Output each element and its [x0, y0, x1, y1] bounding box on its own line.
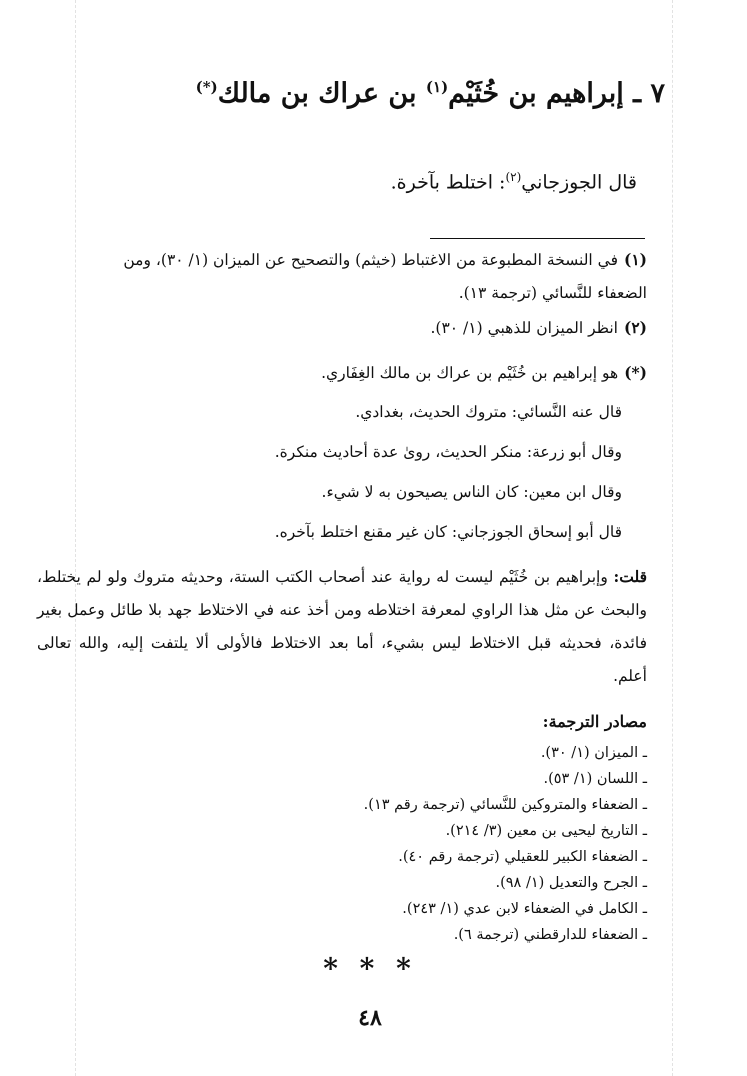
main-statement-text-b: : اختلط بآخرة. — [390, 171, 506, 194]
author-note-lead: قلت: — [613, 567, 647, 586]
entry-number: ٧ ـ — [633, 78, 665, 109]
margin-guide — [672, 0, 673, 1076]
footnote-text: هو إبراهيم بن خُثَيْم بن عراك بن مالك الغِفَاري. — [321, 364, 619, 382]
quote-abu-zura: وقال أبو زرعة: منكر الحديث، روىٰ عدة أحاديث منكرة. — [274, 443, 622, 461]
footnote-text: انظر الميزان للذهبي (١/ ٣٠). — [430, 319, 618, 337]
quote-juzajani: قال أبو إسحاق الجوزجاني: كان غير مقنع اختلط بآخره. — [274, 523, 622, 541]
source-item: ـ الجرح والتعديل (١/ ٩٨). — [167, 870, 647, 896]
author-note — [37, 560, 647, 693]
footnote-2 — [77, 311, 647, 345]
source-item: ـ الميزان (١/ ٣٠). — [167, 740, 647, 766]
source-item: ـ الضعفاء والمتروكين للنَّسائي (ترجمة رقم ١٣). — [167, 792, 647, 818]
footnote-ref-star[interactable]: (*) — [195, 78, 218, 96]
quote-ibn-main: وقال ابن معين: كان الناس يصيحون به لا شيء. — [321, 483, 622, 501]
main-statement-text-a: قال الجوزجاني — [521, 171, 637, 194]
source-item: ـ اللسان (١/ ٥٣). — [167, 766, 647, 792]
quote-nasai: قال عنه النَّسائي: متروك الحديث، بغدادي. — [355, 403, 622, 421]
footnote-ref-1[interactable]: (١) — [425, 78, 449, 96]
footnote-ref-2[interactable]: (٢) — [505, 170, 522, 184]
footnote-mark: (٢) — [623, 318, 647, 337]
footnote-mark: (١) — [623, 250, 647, 269]
footnote-1 — [77, 243, 647, 310]
sources-list — [167, 740, 647, 948]
main-statement — [137, 170, 637, 193]
section-separator: * * * — [323, 952, 417, 985]
source-item: ـ الكامل في الضعفاء لابن عدي (١/ ٢٤٣). — [167, 896, 647, 922]
footnote-text: في النسخة المطبوعة من الاغتباط (خيثم) والتصحيح عن الميزان (١/ ٣٠)، ومن الضعفاء للنَّسائي (ترجمة ١٣). — [123, 251, 647, 302]
source-item: ـ الضعفاء للدارقطني (ترجمة ٦). — [167, 922, 647, 948]
sources-title: مصادر الترجمة: — [542, 712, 647, 731]
source-item: ـ الضعفاء الكبير للعقيلي (ترجمة رقم ٤٠). — [167, 844, 647, 870]
entry-name-rest: بن عراك بن مالك — [217, 78, 417, 109]
footnote-star — [77, 356, 647, 390]
source-item: ـ التاريخ ليحيى بن معين (٣/ ٢١٤). — [167, 818, 647, 844]
footnote-mark: (*) — [624, 363, 647, 382]
footnote-divider — [430, 238, 645, 239]
author-note-text: وإبراهيم بن خُثَيْم ليست له رواية عند أصحاب الكتب الستة، وحديثه متروك ولو لم يختلط، والبحث عن مثل هذا الراوي لمعرفة اختلاطه ومن أخذ عنه في الاختلاط جهد بلا طائل وعمل بغير فائدة، فحديثه قبل الاختلاط ليس بشيء، أما بعد الاختلاط فالأولى ألا يلتفت إليه، والله تعالى أعلم. — [37, 568, 647, 685]
entry-name: إبراهيم بن خُثَيْم — [448, 78, 624, 109]
entry-heading — [105, 78, 665, 109]
page-number: ٤٨ — [358, 1005, 382, 1031]
